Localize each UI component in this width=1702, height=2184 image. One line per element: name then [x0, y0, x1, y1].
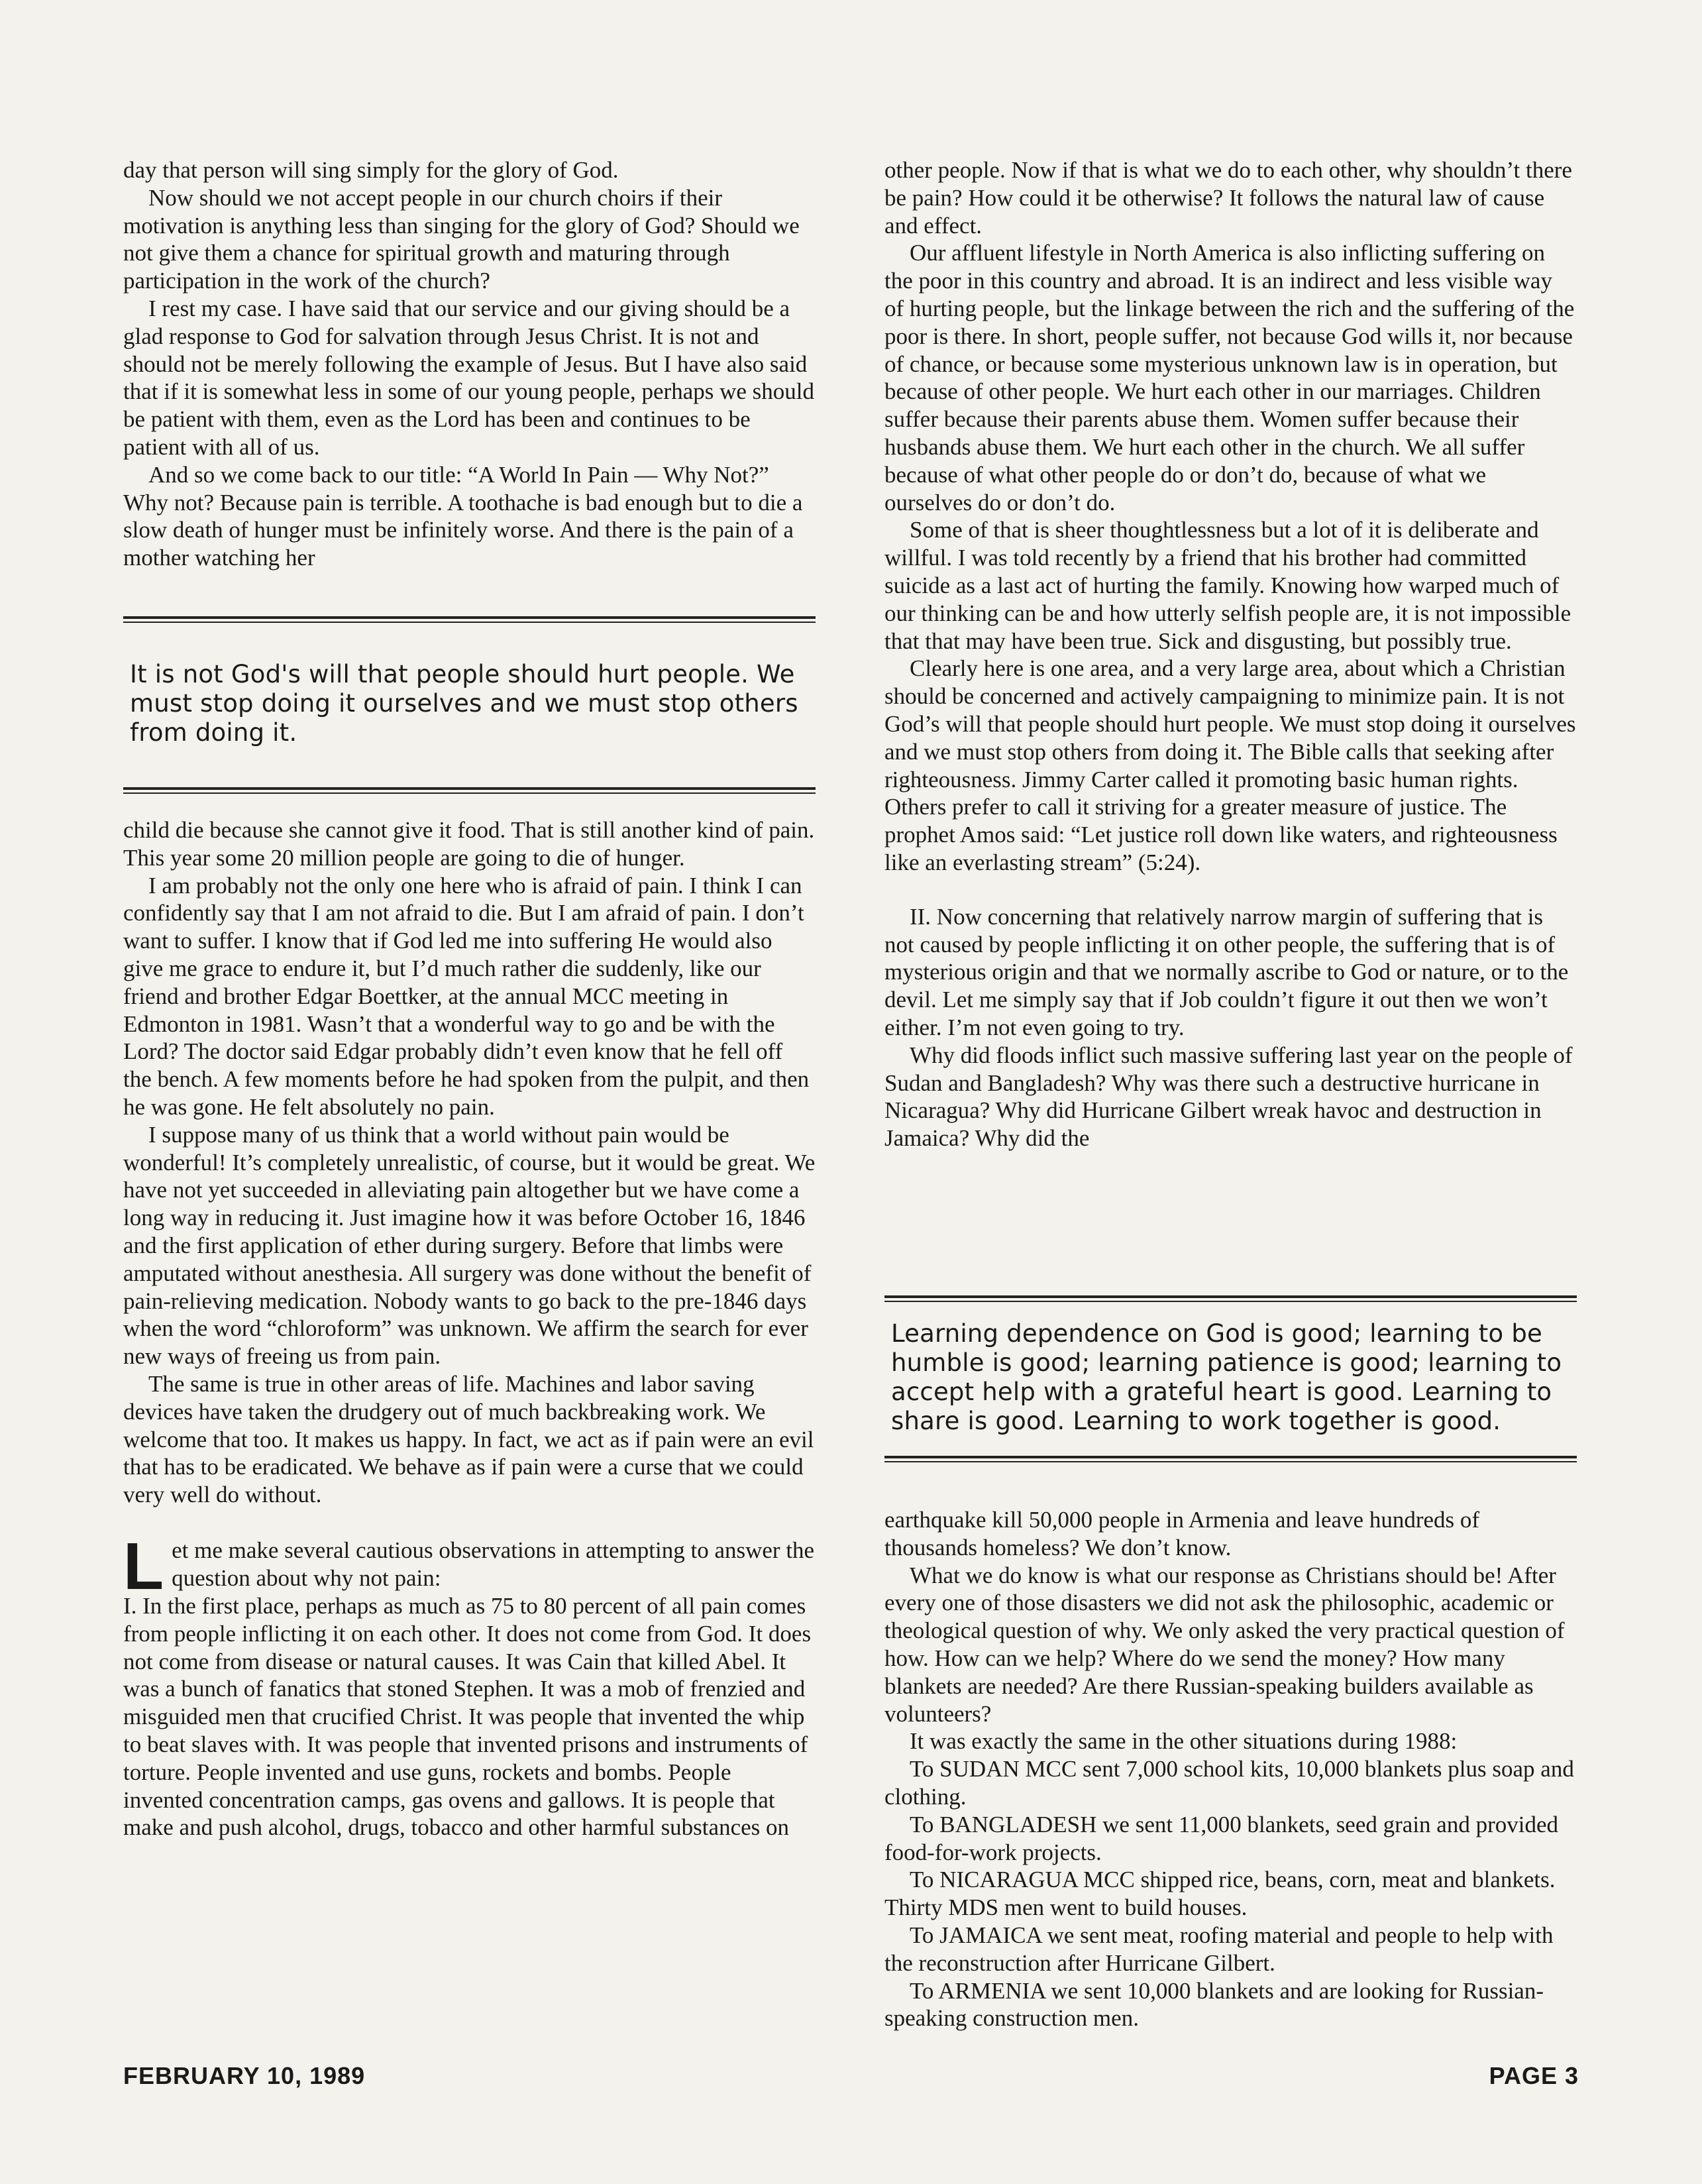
- issue-date: FEBRUARY 10, 1989: [123, 2062, 366, 2089]
- pull-quote-text: It is not God's will that people should hurt people. We must stop doing it ourselves and we must stop others from doing it.: [130, 660, 798, 747]
- right-column-bottom: [884, 1506, 1577, 2032]
- left-column-top: [123, 156, 816, 572]
- pull-quote-right: [884, 1295, 1577, 1462]
- paragraph: I rest my case. I have said that our service and our giving should be a glad response to God for salvation through Jesus Christ. It is not and should not be merely following the example of Jesus. But I have also said that if it is somewhat less in some of our young people, perhaps we should be patient with them, even as the Lord has been and continues to be patient with all of us.: [123, 295, 815, 460]
- paragraph: It was exactly the same in the other situations during 1988:: [910, 1728, 1458, 1755]
- paragraph: I. In the first place, perhaps as much as 75 to 80 percent of all pain comes from people inflicting it on each other. It does not come from God. It does not come from disease or natural causes. It was Cain that killed Abel. It was a bunch of fanatics that stoned Stephen. It was a mob of frenzied and misguided men that crucified Christ. It was people that invented the whip to beat slaves with. It was people that invented prisons and instruments of torture. People invented and use guns, rockets and bombs. People invented concentration camps, gas ovens and gallows. It is people that make and push alcohol, drugs, tobacco and other harmful substances on: [123, 1592, 812, 1841]
- paragraph: Our affluent lifestyle in North America is also inflicting suffering on the poor in this country and abroad. It is an indirect and less visible way of hurting people, but the linkage between the rich and the suffering of the poor is there. In short, people suffer, not because God wills it, nor because of chance, or because some mysterious unknown law is in operation, but because of other people. We hurt each other in our marriages. Children suffer because their parents abuse them. Women suffer because their husbands abuse them. We hurt each other in the church. We all suffer because of what other people do or don’t do, because of what we ourselves do or don’t do.: [884, 240, 1575, 516]
- pull-quote-left: [123, 616, 816, 794]
- divider-rule: [884, 1295, 1577, 1302]
- paragraph: Some of that is sheer thoughtlessness but a lot of it is deliberate and willful. I was told recently by a friend that his brother had committed suicide as a last act of hurting the family. Knowing how warped much of our thinking can be and how utterly selfish people are, it is not impossible that that may have been true. Sick and disgusting, but possibly true.: [884, 517, 1571, 654]
- section-intro: [123, 1529, 816, 1604]
- right-column-top: [884, 156, 1577, 1152]
- paragraph: day that person will sing simply for the glory of God.: [123, 157, 619, 183]
- paragraph: The same is true in other areas of life. Machines and labor saving devices have taken the drudgery out of much backbreaking work. We welcome that too. It makes us happy. In fact, we act as if pain were an evil that has to be eradicated. We behave as if pain were a curse that we could very well do without.: [123, 1370, 814, 1508]
- paragraph: child die because she cannot give it food. That is still another kind of pain. This year some 20 million people are going to die of hunger.: [123, 817, 815, 871]
- section-intro-text: et me make several cautious observations in attempting to answer the question about why not pain:: [172, 1537, 815, 1591]
- paragraph: earthquake kill 50,000 people in Armenia and leave hundreds of thousands homeless? We don’t know.: [884, 1507, 1480, 1560]
- paragraph: I am probably not the only one here who is afraid of pain. I think I can confidently say that I am not afraid to die. But I am afraid of pain. I don’t want to suffer. I know that if God led me into suffering He would also give me grace to endure it, but I’d much rather die suddenly, like our friend and brother Edgar Boettker, at the annual MCC meeting in Edmonton in 1981. Wasn’t that a wonderful way to go and be with the Lord? The doctor said Edgar probably didn’t even know that he fell off the bench. A few moments before he had spoken from the pulpit, and then he was gone. He felt absolutely no pain.: [123, 872, 810, 1120]
- paragraph: I suppose many of us think that a world without pain would be wonderful! It’s completely unrealistic, of course, but it would be great. We have not yet succeeded in alleviating pain altogether but we have come a long way in reducing it. Just imagine how it was before October 16, 1846 and the first application of ether during surgery. Before that limbs were amputated without anesthesia. All surgery was done without the benefit of pain-relieving medication. Nobody wants to go back to the pre-1846 days when the word “chloroform” was unknown. We affirm the search for ever new ways of freeing us from pain.: [123, 1121, 816, 1370]
- paragraph: other people. Now if that is what we do to each other, why shouldn’t there be pain? How could it be otherwise? It follows the natural law of cause and effect.: [884, 157, 1572, 239]
- paragraph: To NICARAGUA MCC shipped rice, beans, corn, meat and blankets. Thirty MDS men went to build houses.: [884, 1867, 1556, 1921]
- divider-rule: [884, 1456, 1577, 1462]
- paragraph: Why did floods inflict such massive suffering last year on the people of Sudan and Bangladesh? Why was there such a destructive hurricane in Nicaragua? Why did Hurricane Gilbert wreak havoc and destruction in Jamaica? Why did the: [884, 1042, 1573, 1152]
- pull-quote-text: Learning dependence on God is good; learning to be humble is good; learning patience is good; learning to accept help with a grateful heart is good. Learning to share is good. Learning to work together is good.: [891, 1319, 1562, 1435]
- paragraph: To ARMENIA we sent 10,000 blankets and are looking for Russian-speaking construction men.: [884, 1977, 1544, 2032]
- divider-rule: [123, 787, 816, 794]
- drop-cap: L: [123, 1529, 164, 1604]
- paragraph: And so we come back to our title: “A World In Pain — Why Not?” Why not? Because pain is terrible. A toothache is bad enough but to die a slow death of hunger must be infinitely worse. And there is the pain of a mother watching her: [123, 461, 803, 571]
- paragraph: Clearly here is one area, and a very large area, about which a Christian should be concerned and actively campaigning to minimize pain. It is not God’s will that people should hurt people. We must stop doing it ourselves and we must stop others from doing it. The Bible calls that seeking after righteousness. Jimmy Carter called it promoting basic human rights. Others prefer to call it striving for a greater measure of justice. The prophet Amos said: “Let justice roll down like waters, and righteousness like an everlasting stream” (5:24).: [884, 655, 1576, 875]
- left-column-bottom: [123, 816, 816, 1841]
- page-number: PAGE 3: [1489, 2062, 1579, 2089]
- paragraph: To SUDAN MCC sent 7,000 school kits, 10,000 blankets plus soap and clothing.: [884, 1756, 1574, 1810]
- divider-rule: [123, 616, 816, 623]
- paragraph: To BANGLADESH we sent 11,000 blankets, seed grain and provided food-for-work projects.: [884, 1811, 1558, 1865]
- paragraph: What we do know is what our response as Christians should be! After every one of those disasters we did not ask the philosophic, academic or theological question of why. We only asked the very practical question of how. How can we help? Where do we send the money? How many blankets are needed? Are there Russian-speaking builders available as volunteers?: [884, 1562, 1565, 1727]
- paragraph: II. Now concerning that relatively narrow margin of suffering that is not caused by people inflicting it on other people, the suffering that is of mysterious origin and that we normally ascribe to God or nature, or to the devil. Let me simply say that if Job couldn’t figure it out then we won’t either. I’m not even going to try.: [884, 903, 1569, 1040]
- paragraph: To JAMAICA we sent meat, roofing material and people to help with the reconstruction after Hurricane Gilbert.: [884, 1922, 1554, 1976]
- paragraph: Now should we not accept people in our church choirs if their motivation is anything less than singing for the glory of God? Should we not give them a chance for spiritual growth and maturing through participation in the work of the church?: [123, 184, 800, 294]
